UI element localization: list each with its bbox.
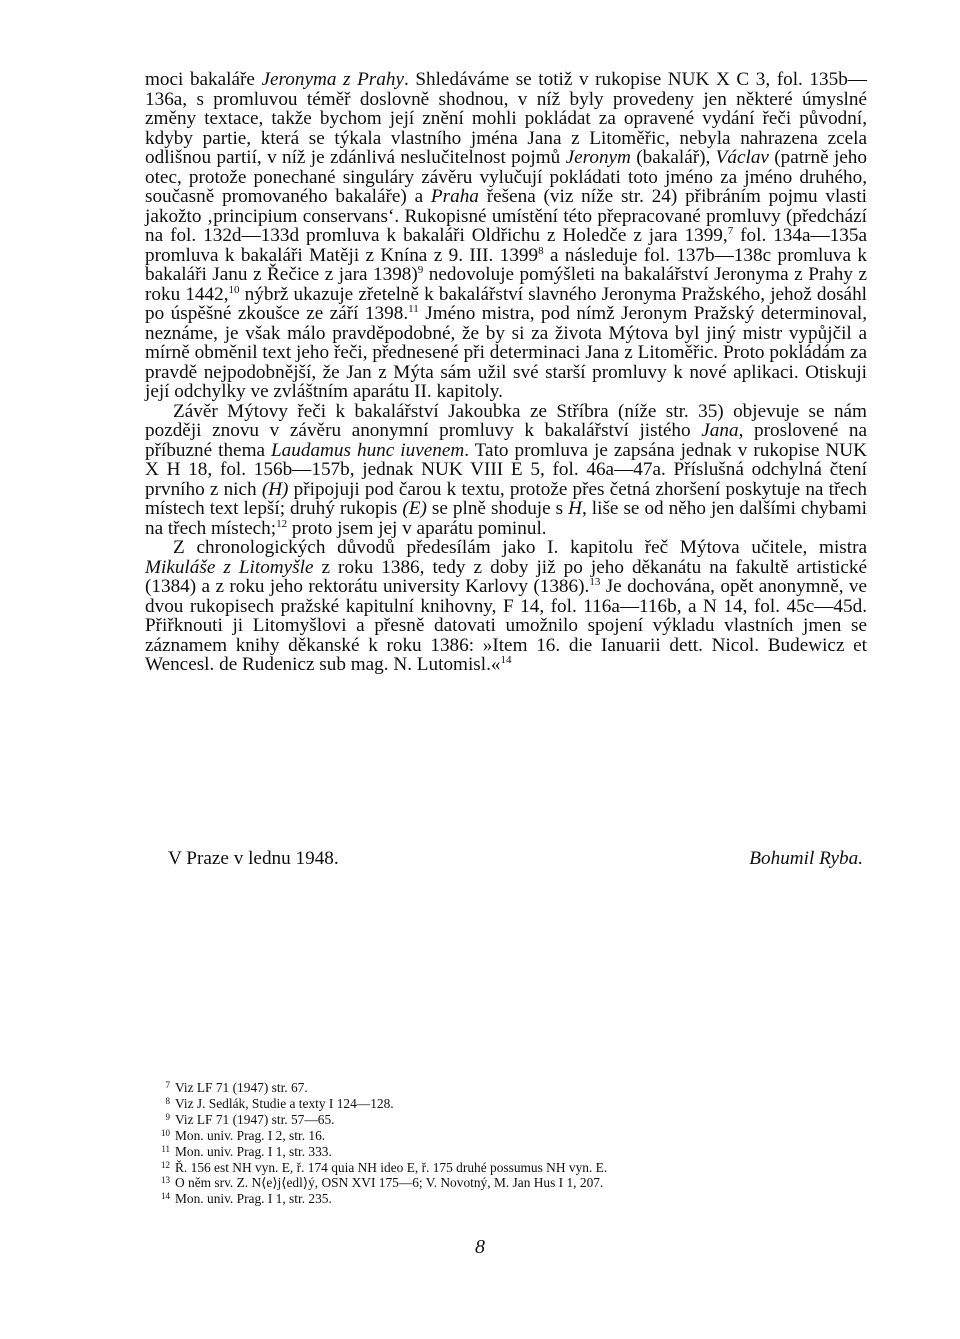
footnote-number: 9 [165,1111,170,1122]
footnote [145,1176,845,1192]
place-date: V Praze v lednu 1948. [168,848,339,869]
footnote-ref: 10 [228,283,240,296]
text-run: Jméno mistra, pod nímž Jeronym Pražský determinoval, neznáme, je však málo pravděpodobné, že by si za života Mýtova byl jiný mistr vypůjčil a mírně obměnil text jeho řeči, přednesené při determinaci Jana z Litoměřic. Proto pokládám za pravdě nejpodobnější, že Jan z Mýta sám užil své starší promluvy k nové aplikaci. Otiskuji její odchylky ve zvláštním aparátu II. kapitoly. [145,303,867,402]
italic-run: Václav [715,147,769,168]
footnote-number: 7 [165,1080,170,1090]
paragraph-2 [145,402,867,539]
text-run: , liše se od něho jen dalšími chybami na třech místech; [145,498,867,539]
footnote-ref: 13 [589,576,601,588]
footnote-ref: 7 [727,225,734,237]
text-run: moci bakaláře [145,69,262,90]
footnote-text: O něm srv. Z. N⟨e⟩j⟨edl⟩ý, OSN XVI 175—6; V. Novotný, M. Jan Hus I 1, 207. [175,1175,604,1191]
text-run: Je dochována, opět anonymně, ve dvou rukopisech pražské kapitulní knihovny, F 14, fol. 116a—116b, a N 14, fol. 45c—45d. Přiřknouti ji Litomyšlovi a přesně datovati umožnilo spojení výkladu vlastních jmen se záznamem knihy děkanské k roku 1386: »Item 16. die Ianuarii dett. Nicol. Budewicz et Wencesl. de Rudenicz sub mag. N. Lutomisl.« [145,576,868,675]
footnote-ref: 8 [538,244,544,257]
main-text [145,70,867,675]
footnote-text: Ř. 156 est NH vyn. E, ř. 174 quia NH ideo E, ř. 175 druhé possumus NH vyn. E. [175,1159,608,1175]
footnote-number: 8 [165,1095,170,1106]
italic-run: Jana [701,420,739,441]
footnote [145,1081,845,1097]
page-number: 8 [475,1236,485,1258]
footnote-text: Mon. univ. Prag. I 1, str. 333. [175,1143,332,1159]
footnote-text: Viz LF 71 (1947) str. 67. [175,1080,308,1095]
italic-run: Jeronym [565,147,631,168]
paragraph-1 [145,70,867,402]
text-run: fol. 134a—135a promluva k bakaláři Matěji z Knína z 9. III. 1399 [145,225,867,266]
footnote-text: Viz LF 71 (1947) str. 57—65. [175,1111,335,1127]
italic-run: Jeronyma z Prahy [261,69,404,90]
footnote [145,1113,845,1129]
footnote [145,1097,845,1113]
italic-run: (H) [261,478,289,500]
italic-run: Mikuláše z Litomyšle [145,556,314,578]
footnote-text: Viz J. Sedlák, Studie a texty I 124—128. [175,1095,394,1111]
text-run: Z chronologických důvodů předesílám jako I. kapitolu řeč Mýtova učitele, mistra [173,537,867,558]
text-run: řešena (viz níže str. 24) přibráním pojmu vlasti jakožto ‚principium conservans‘. Rukopisné umístění této přepracované promluvy (předchází na fol. 132d—133d promluva k bakaláři Oldřichu z Holedče z jara 1399, [145,186,867,246]
italic-run: Praha [430,186,479,207]
text-run: , proslovené na příbuzné thema [145,420,867,461]
text-run: se plně shoduje s [426,498,569,519]
text-run: nýbrž ukazuje zřetelně k bakalářství slavného Jeronyma Pražského, jehož dosáhl po úspěšné zkoušce ze září 1398. [145,283,867,324]
text-run: . Tato promluva je zapsána jednak v rukopise NUK X H 18, fol. 156b—157b, jednak NUK VIII E 5, fol. 46a—47a. Příslušná odchylná čtení prvního z nich [145,439,868,500]
italic-run: H [568,498,582,519]
text-run: (patrně jeho otec, protože ponechané singuláry závěru vylučují pokládati toto jméno za jméno druhého, současně promovaného bakaláře) a [145,147,867,207]
footnote [145,1161,845,1177]
footnote [145,1129,845,1145]
footnote-number: 14 [161,1191,170,1202]
footnote-text: Mon. univ. Prag. I 1, str. 235. [175,1191,332,1207]
footnote-number: 11 [161,1143,170,1154]
footnote-number: 12 [161,1159,170,1170]
footnote-ref: 12 [276,517,288,530]
text-run: Závěr Mýtovy řeči k bakalářství Jakoubka ze Stříbra (níže str. 35) objevuje se nám později znovu v závěru anonymní promluvy k bakalářství jistého [145,400,867,441]
author-name: Bohumil Ryba. [749,848,863,869]
footnote-number: 13 [161,1175,170,1186]
footnotes [145,1081,845,1208]
footnote-text: Mon. univ. Prag. I 2, str. 16. [175,1127,326,1143]
text-run: a následuje fol. 137b—138c promluva k bakaláři Janu z Řečice z jara 1398) [145,244,868,285]
text-run: (bakalář), [630,147,716,168]
footnote-ref: 9 [417,264,424,276]
paragraph-3 [145,538,867,675]
text-run: připojuji pod čarou k textu, protože přes četná zhoršení poskytuje na třech místech text lepší; druhý rukopis [145,478,867,519]
italic-run: Laudamus hunc iuvenem [271,439,465,461]
text-run: . Shledáváme se totiž v rukopise NUK X C 3, fol. 135b—136a, s promluvou téměř doslovně shodnou, v níž byly provedeny jen některé úmyslné změny textace, takže bychom její znění mohli pokládat za opravené vydání řeči původní, kdyby partie, která se týkala vlastního jména Jana z Litoměřic, nebyla nahrazena zcela odlišnou partií, v níž je zdánlivá neslučitelnost pojmů [145,69,867,168]
text-run: z roku 1386, tedy z doby již po jeho děkanátu na fakultě artistické (1384) a z roku jeho rektorátu university Karlovy (1386). [145,556,867,597]
footnote [145,1145,845,1161]
text-run: proto jsem jej v aparátu pominul. [287,517,547,539]
footnote-ref: 14 [500,654,512,666]
footnote-number: 10 [161,1127,170,1138]
footnote [145,1192,845,1208]
text-run: nedovoluje pomýšleti na bakalářství Jeronyma z Prahy z roku 1442, [145,264,867,305]
italic-run: (E) [402,498,427,519]
footnote-ref: 11 [408,303,419,315]
